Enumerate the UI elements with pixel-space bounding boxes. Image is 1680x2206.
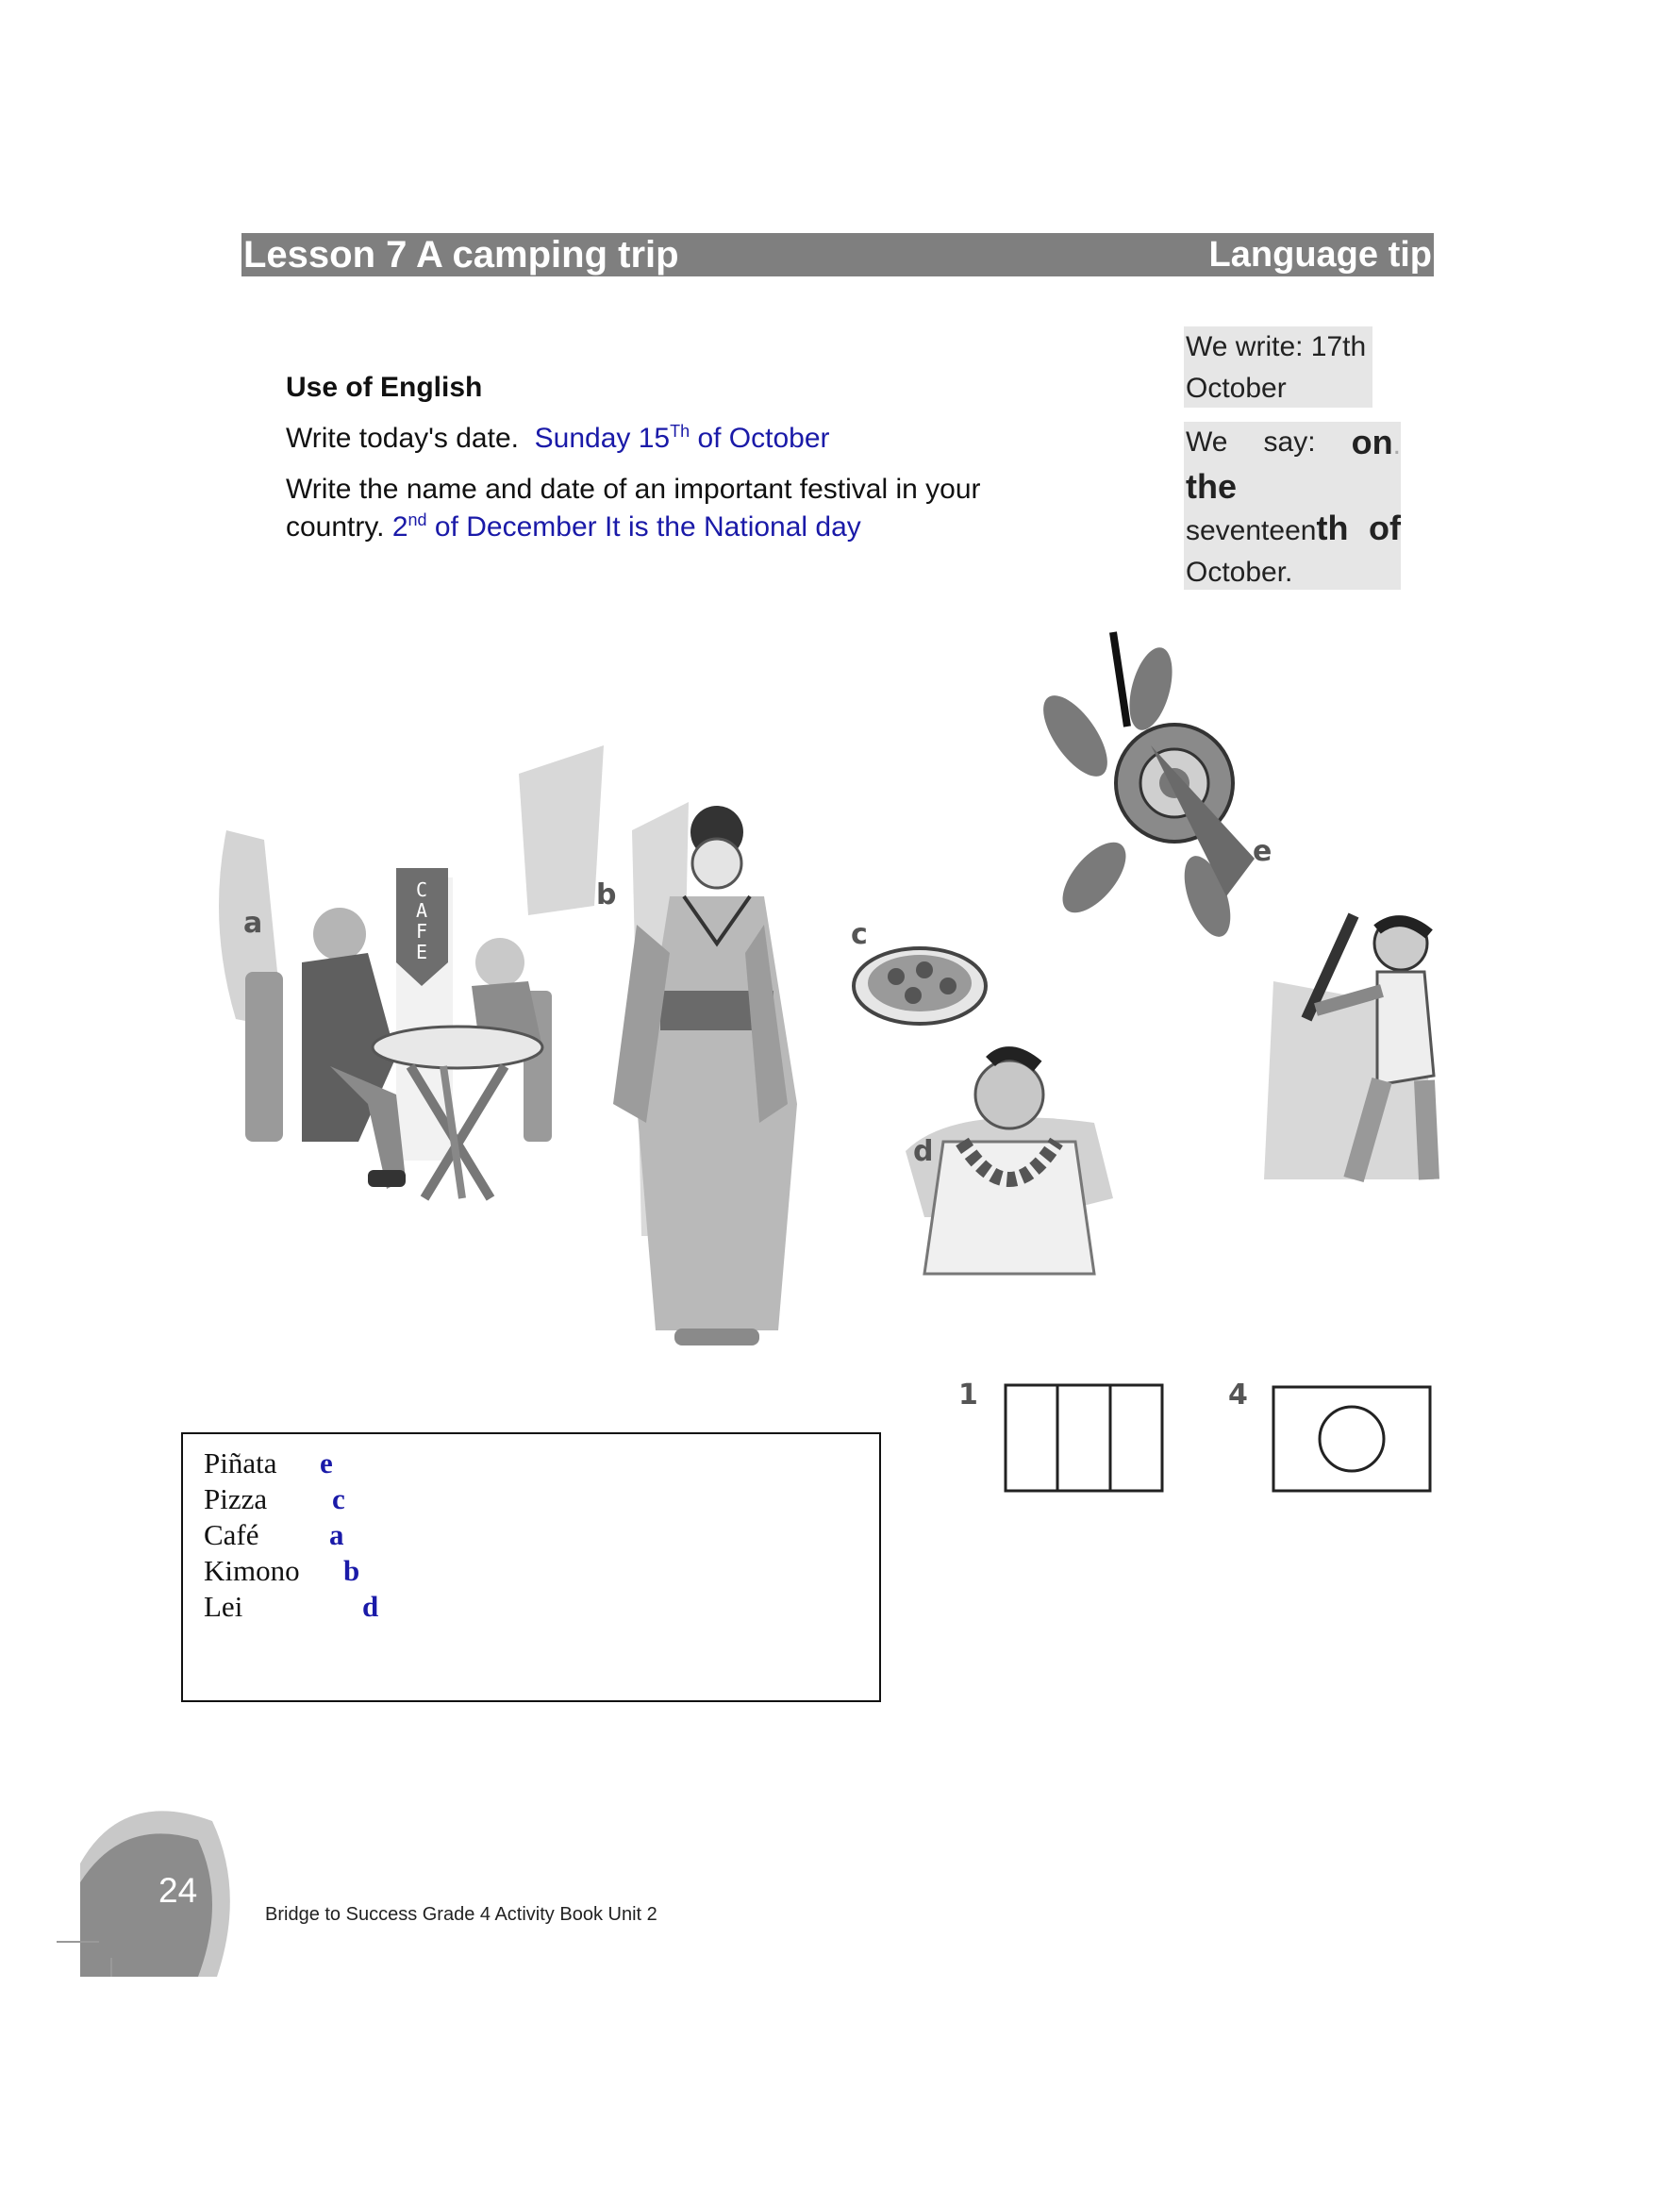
label-c: c [851, 918, 868, 951]
match-word-2: Pizza [204, 1482, 268, 1515]
kimono-illustration [613, 802, 797, 1345]
matching-answer-box [181, 1432, 881, 1702]
q2-prompt: Write the name and date of an important festival in your country. [286, 474, 981, 543]
tricolour-flag-icon [1006, 1385, 1162, 1491]
tip-say-seventeenth [1186, 508, 1348, 552]
label-b: b [596, 878, 617, 911]
match-letter-4: b [343, 1554, 360, 1587]
tip-we-say [1184, 422, 1401, 590]
language-tip-title: Language tip [1208, 235, 1432, 275]
festival-illustration [208, 613, 1472, 1519]
match-letter-1: e [320, 1446, 333, 1479]
footer-book-title: Bridge to Success Grade 4 Activity Book Unit 2 [265, 1904, 657, 1925]
svg-text:F: F [415, 920, 428, 943]
lesson-title: Lesson 7 A camping trip [243, 234, 679, 276]
svg-text:E: E [415, 941, 428, 963]
tip-say-row1 [1186, 422, 1401, 466]
q2-answer-rest: of December It is the National day [426, 511, 861, 543]
label-e: e [1253, 835, 1272, 868]
tip-say-we: We [1186, 426, 1228, 458]
svg-text:A: A [415, 899, 428, 922]
match-word-4: Kimono [204, 1554, 300, 1587]
pinata-illustration [1031, 632, 1255, 943]
tip-write-line2: October [1186, 373, 1287, 404]
pizza-illustration [854, 948, 986, 1024]
tip-say-of: of [1369, 509, 1401, 547]
q2-answer [392, 511, 861, 543]
match-word-3: Café [204, 1518, 259, 1551]
q1-answer-rest: of October [690, 423, 830, 454]
tip-say-say: say: [1263, 426, 1316, 458]
q1-prompt: Write today's date. [286, 423, 519, 454]
q1-answer-sup: Th [670, 422, 690, 441]
match-letter-3: a [329, 1518, 344, 1551]
question-festival [286, 471, 1040, 546]
use-of-english-heading: Use of English [286, 372, 483, 403]
tip-say-october: October. [1186, 557, 1293, 588]
match-letter-2: c [332, 1482, 345, 1515]
tip-write-line1: We write: 17th [1186, 331, 1367, 362]
match-word-5: Lei [204, 1590, 243, 1623]
tip-say-on: on [1351, 423, 1393, 461]
tip-say-dot: . [1392, 429, 1401, 460]
q2-answer-sup: nd [408, 510, 427, 529]
tip-say-row3 [1186, 508, 1401, 552]
label-a: a [243, 907, 263, 940]
match-word-1: Piñata [204, 1446, 277, 1479]
page-number-tab [57, 1797, 245, 1977]
page-number: 24 [158, 1871, 198, 1910]
q2-answer-main: 2 [391, 511, 408, 543]
tip-say-seventeen: seventeen [1186, 515, 1317, 546]
q1-answer [535, 423, 830, 454]
tip-say-the: the [1186, 467, 1237, 506]
tip-we-write [1184, 326, 1372, 408]
lei-illustration [906, 1053, 1113, 1274]
child-with-stick-illustration [1264, 915, 1434, 1179]
question-todays-date [286, 420, 830, 458]
svg-text:C: C [415, 878, 428, 901]
flag-label-4: 4 [1228, 1379, 1248, 1412]
tip-say-th: th [1316, 509, 1349, 547]
cafe-sign [396, 868, 448, 986]
tip-say-on-group [1352, 422, 1401, 466]
q1-answer-main: Sunday 15 [534, 423, 671, 454]
label-d: d [913, 1135, 934, 1168]
match-letter-5: d [362, 1590, 379, 1623]
flag-label-1: 1 [958, 1379, 978, 1412]
japan-flag-icon [1273, 1387, 1430, 1491]
